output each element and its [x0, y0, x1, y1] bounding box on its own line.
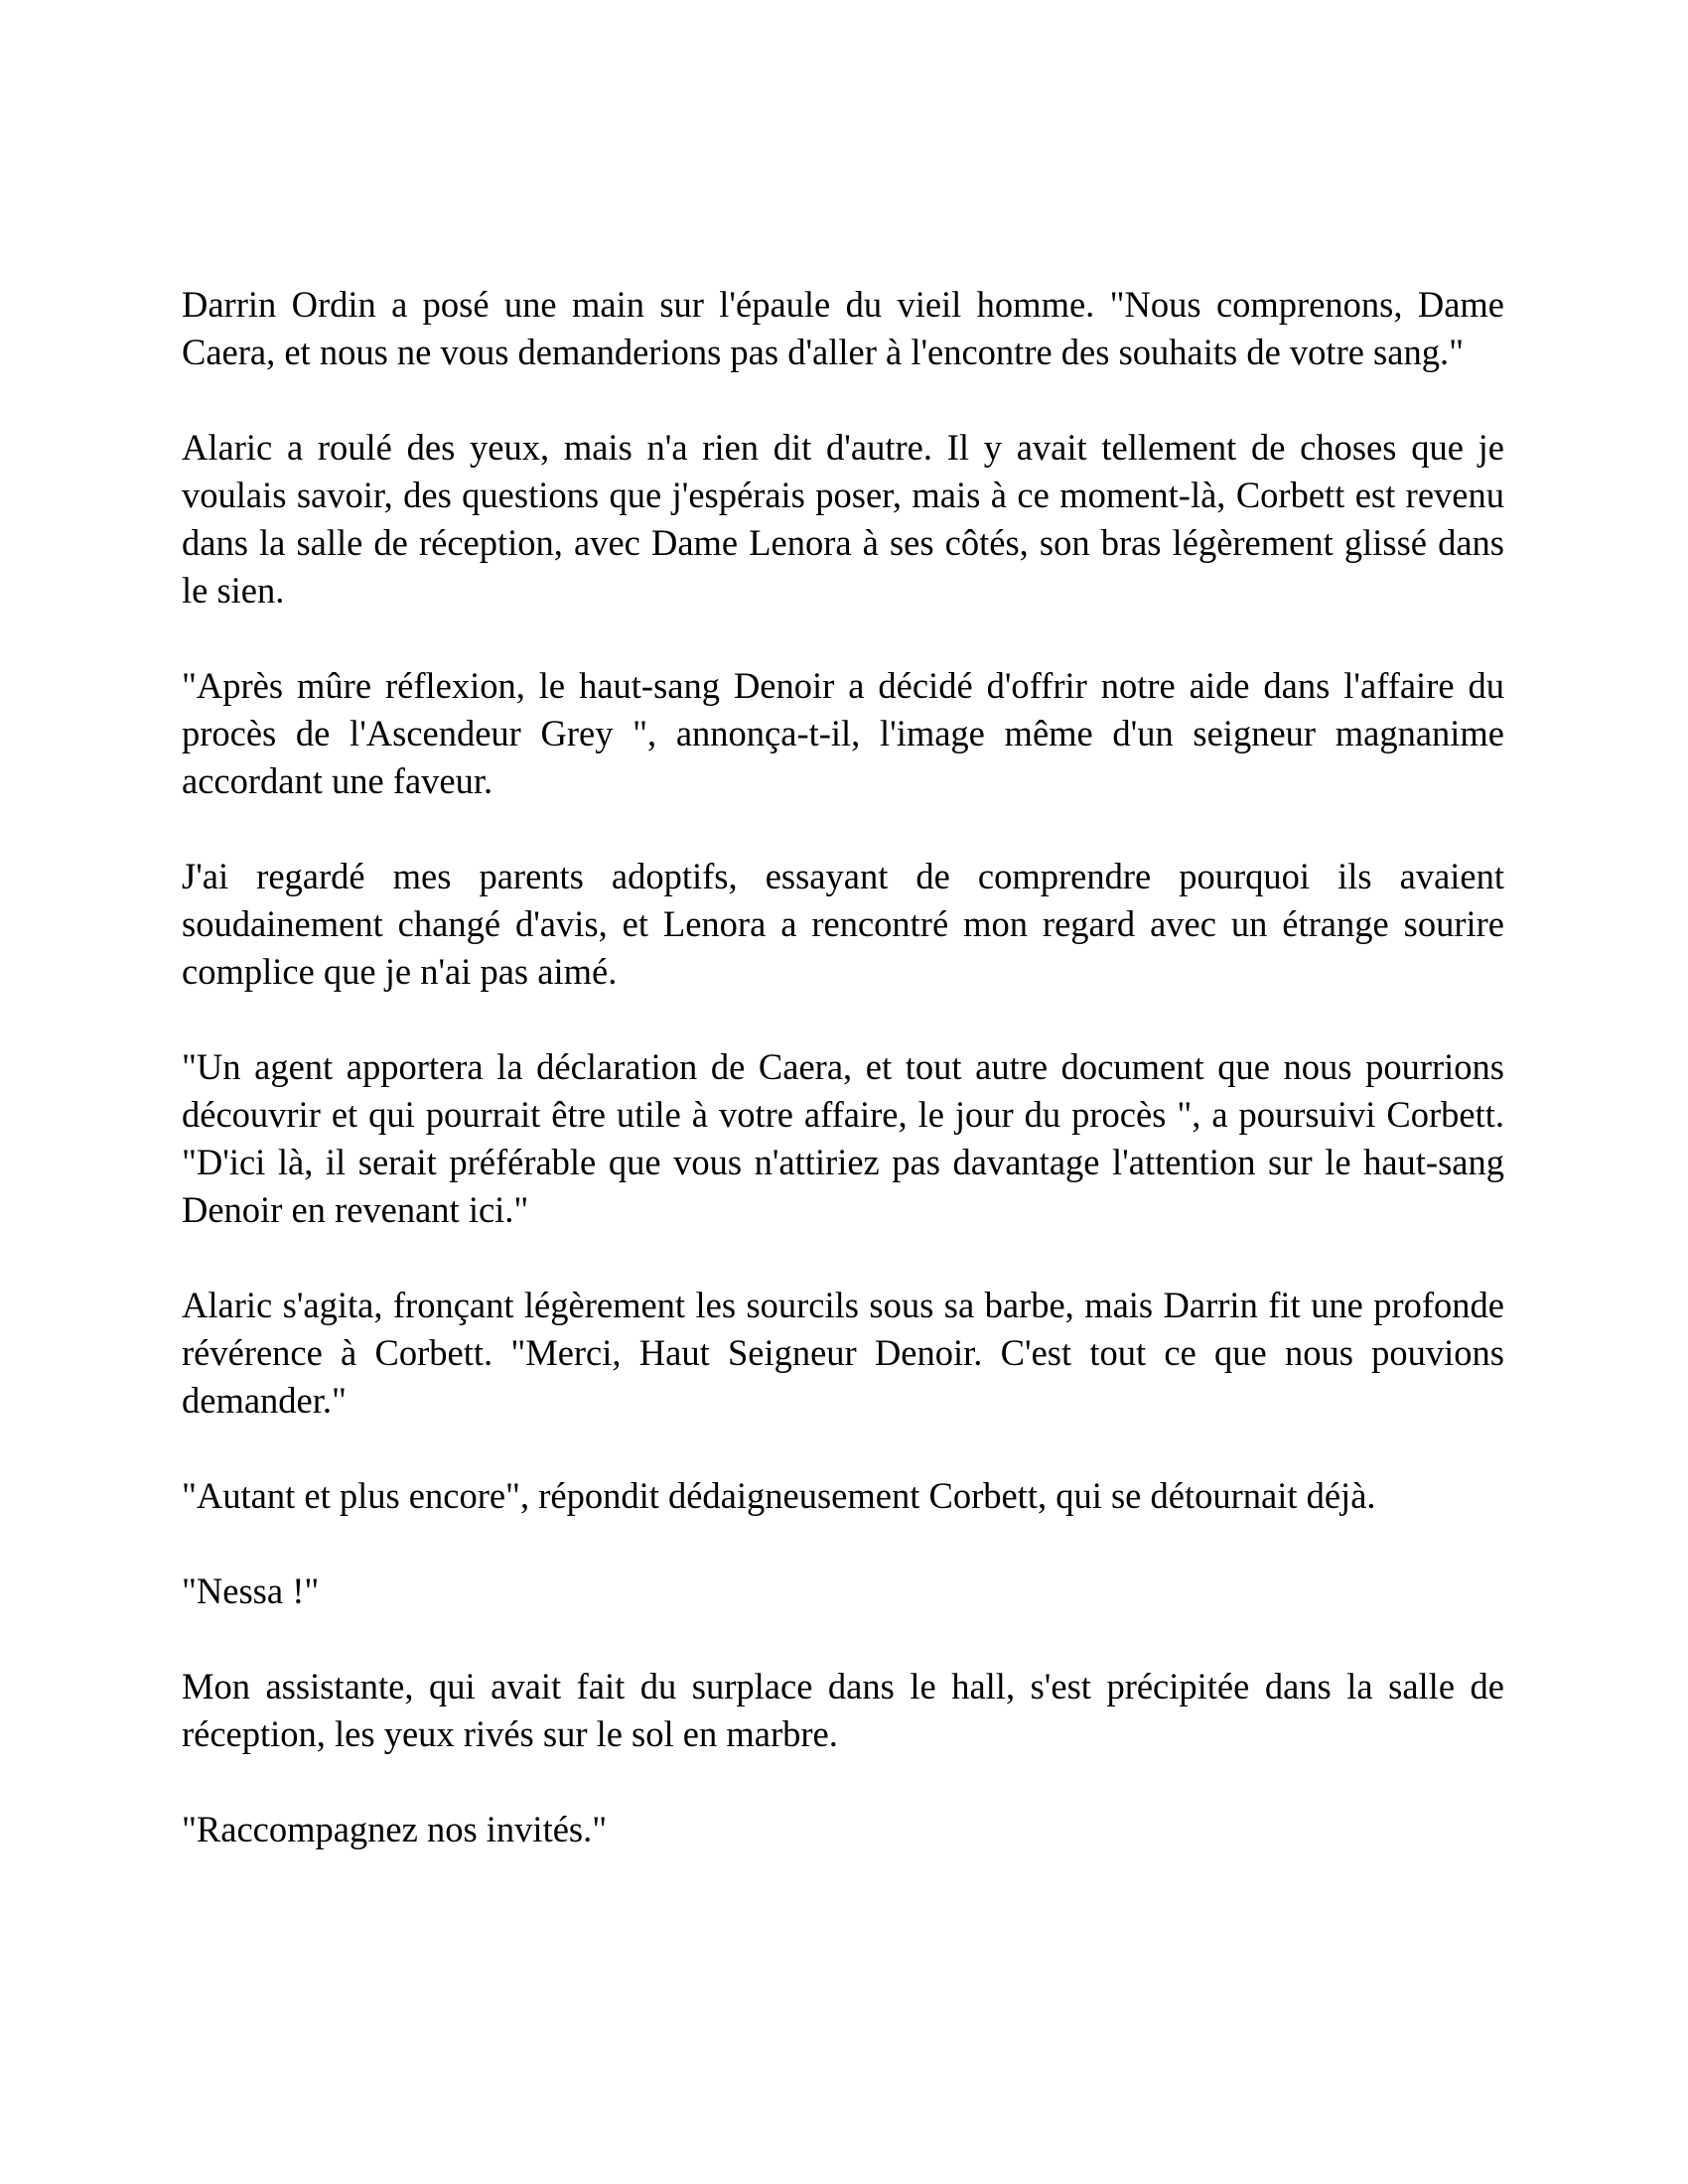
paragraph-3: "Après mûre réflexion, le haut-sang Denoir a décidé d'offrir notre aide dans l'affaire du procès de l'Ascendeur Grey ", annonça-t-il, l'image même d'un seigneur magnanime accordant une faveur. — [182, 665, 1504, 801]
paragraph-8: "Nessa !" — [182, 1570, 320, 1611]
paragraph-9: Mon assistante, qui avait fait du surplace dans le hall, s'est précipitée dans la salle de réception, les yeux rivés sur le sol en marbre. — [182, 1666, 1504, 1754]
paragraph-2: Alaric a roulé des yeux, mais n'a rien dit d'autre. Il y avait tellement de choses que je voulais savoir, des questions que j'espérais poser, mais à ce moment-là, Corbett est revenu dans la salle de réception, avec Dame Lenora à ses côtés, son bras légèrement glissé dans le sien. — [182, 427, 1504, 611]
paragraph-6: Alaric s'agita, fronçant légèrement les sourcils sous sa barbe, mais Darrin fit une profonde révérence à Corbett. "Merci, Haut Seigneur Denoir. C'est tout ce que nous pouvions demander." — [182, 1285, 1504, 1421]
paragraph-1: Darrin Ordin a posé une main sur l'épaule du vieil homme. "Nous comprenons, Dame Caera, et nous ne vous demanderions pas d'aller à l'encontre des souhaits de votre sang." — [182, 284, 1504, 372]
document-body — [182, 281, 1504, 1853]
paragraph-10: "Raccompagnez nos invités." — [182, 1809, 608, 1849]
paragraph-5: "Un agent apportera la déclaration de Caera, et tout autre document que nous pourrions découvrir et qui pourrait être utile à votre affaire, le jour du procès ", a poursuivi Corbett. "D'ici là, il serait préférable que vous n'attiriez pas davantage l'attention sur le haut-sang Denoir en revenant ici." — [182, 1046, 1504, 1230]
paragraph-4: J'ai regardé mes parents adoptifs, essayant de comprendre pourquoi ils avaient soudainement changé d'avis, et Lenora a rencontré mon regard avec un étrange sourire complice que je n'ai pas aimé. — [182, 856, 1504, 992]
paragraph-7: "Autant et plus encore", répondit dédaigneusement Corbett, qui se détournait déjà. — [182, 1475, 1376, 1516]
